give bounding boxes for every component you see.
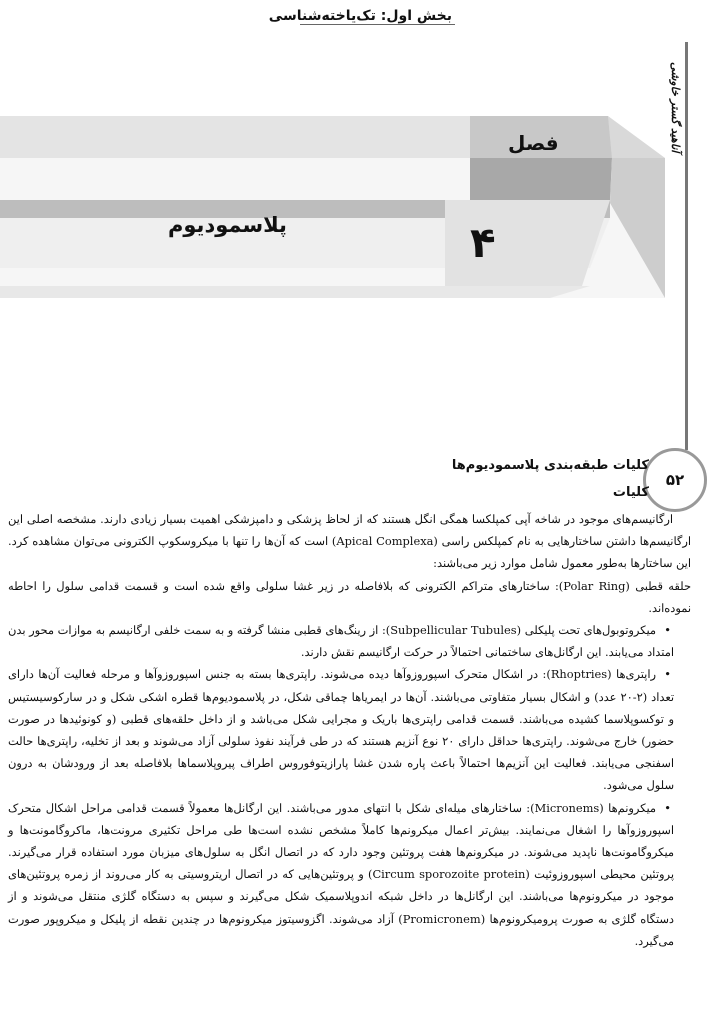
section-title: بخش اول: تک‌یاخته‌شناسی: [268, 8, 452, 24]
subsection-heading: کلیات: [612, 485, 649, 500]
body-content: [8, 508, 691, 952]
bullet-subpellicular: • میکروتوبول‌های تحت پلیکلی (Subpellicular Tubules): از رینگ‌های قطبی منشا گرفته و به سمت خلفی ارگانیسم به موازات محور بدن امتداد می‌یابند. این ارگانل‌های ساختمانی احتمالاً در حرکت ارگانیسم نقش دارند.: [8, 619, 691, 663]
page-number: ۵۲: [643, 448, 707, 512]
chapter-number: ۴: [470, 218, 496, 267]
header-divider: [300, 24, 455, 25]
bullet-rhoptries: • راپتری‌ها (Rhoptries): در اشکال متحرک اسپوروزوآها دیده می‌شوند. راپتری‌ها بسته به جنس اسپوروزوآها و مرحله فعالیت آن‌ها دارای تعداد (۲-۲۰ عدد) و اشکال بسیار متفاوتی می‌باشند. آن‌ها در ایمریاها چماقی شکل، در پلاسمودیوم‌ها قطره اشکی شکل و در سارکوسیستیس و توکسوپلاسما کشیده می‌باشند. قسمت قدامی راپتری‌ها باریک و مجرایی شکل می‌باشد و از داخل حلقه‌های قطبی (و کونوئیدها در صورت حضور) خارج می‌شوند. راپتری‌ها حداقل دارای ۲۰ نوع آنزیم هستند که در طی فرآیند نفوذ سلولی آزاد می‌شوند و بعد از تخلیه، راپتری‌ها حالت اسفنجی می‌یابند. فعالیت این آنزیم‌ها احتمالاً باعث پاره شدن غشا پارازیتوفوروس اطراف پیروپلاسماها بلافاصله بعد از ورودشان به درون سلول می‌شود.: [8, 663, 691, 796]
section-heading: کلیات طبقه‌بندی پلاسمودیوم‌ها: [451, 458, 649, 473]
banner-bottom-edge: [0, 286, 590, 298]
chapter-label: فصل: [508, 131, 559, 155]
side-bar: [685, 42, 688, 450]
side-text: [668, 62, 682, 172]
banner-label-shadow: [470, 158, 612, 200]
polar-ring-paragraph: حلقه قطبی (Polar Ring): ساختارهای متراکم الکترونی که بلافاصله در زیر غشا سلولی واقع شده است و قسمت قدامی سلول را احاطه نموده‌اند.: [8, 578, 691, 615]
chapter-title: پلاسمودیوم: [168, 213, 287, 237]
intro-paragraph: ارگانیسم‌های موجود در شاخه آپی کمپلکسا همگی انگل هستند که از لحاظ پزشکی و دامپزشکی اهمیت بسیار زیادی دارند. مشخصه اصلی این ارگانیسم‌ها داشتن ساختارهایی به نام کمپلکس راسی (Apical Complexa) است که آن‌ها را تنها با میکروسکوپ الکترونی می‌توان مشاهده کرد. این ساختارها به‌طور معمول شامل موارد زیر می‌باشند:: [8, 512, 692, 571]
chapter-banner: [0, 108, 665, 298]
side-text-label: آناهید گستر خاوشی: [669, 62, 682, 153]
bullet-micronems: • میکرونم‌ها (Micronems): ساختارهای میله‌ای شکل با انتهای مدور می‌باشند. این ارگانل‌ها معمولاً قسمت قدامی مراحل اشکال متحرک اسپوروزوآها را اشغال می‌نمایند. بیش‌تر اعمال میکرونم‌ها کاملاً مشخص نشده است‌ها طی مراحل تکثیری مرونت‌ها، ماکروگامونت‌ها و میکروگامونت‌ها ناپدید می‌شوند. در میکرونم‌ها هفت پروتئین وجود دارد که در اتصال انگل به سلول‌های میزبان مورد استفاده قرار می‌گیرند. پروتئین محیطی اسپوروزوئیت (Circum sporozoite protein) و پروتئین‌هایی که در اتصال اریتروسیتی به کار می‌روند از زمره پروتئین‌های موجود در میکرونوم‌ها می‌باشند. این ارگانل‌ها در داخل شبکه اندوپلاسمیک شکل می‌گیرند و سپس به دستگاه گلژی منتقل می‌شوند و از دستگاه گلژی به صورت پرومیکرونوم‌ها (Promicronem) آزاد می‌شوند. اگزوسیتوز میکرونوم‌ها در چندین نقطه از پلیکل و میکروپور صورت می‌گیرد.: [8, 797, 691, 952]
